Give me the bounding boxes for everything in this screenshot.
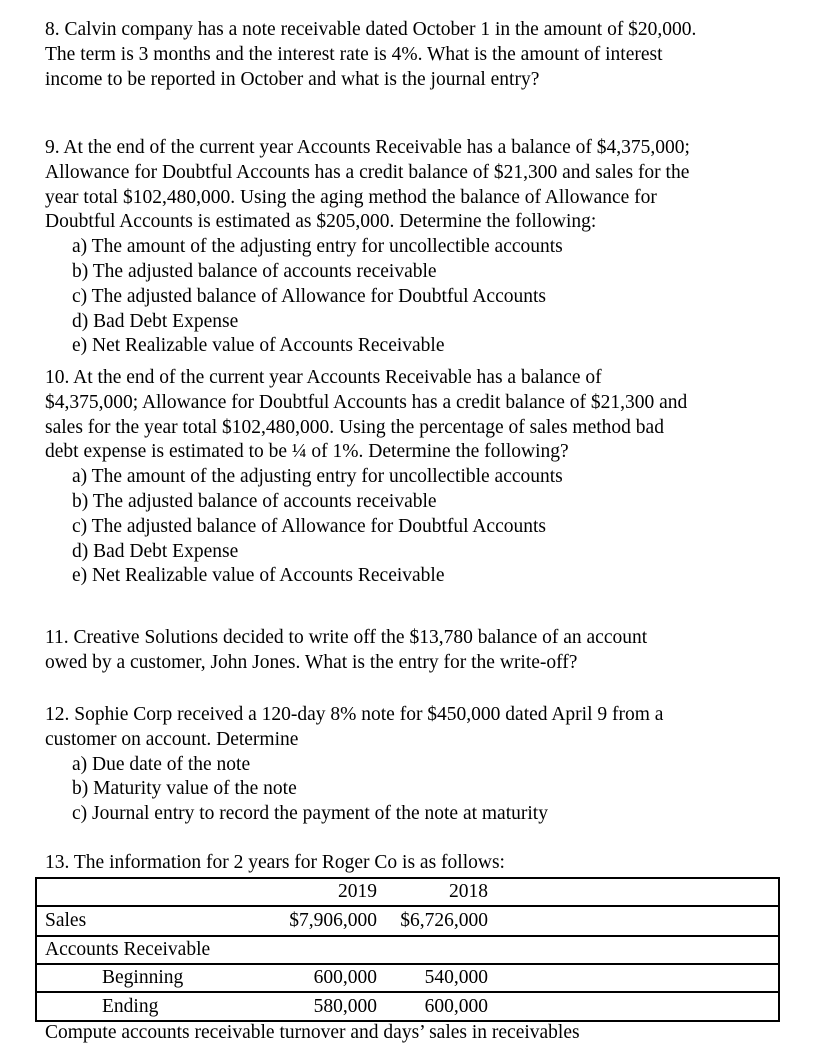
q9-line: 9. At the end of the current year Accounts Receivable has a balance of $4,375,000; xyxy=(45,137,690,158)
q12-line: customer on account. Determine xyxy=(45,728,299,750)
q13-title: 13. The information for 2 years for Roger Co is as follows: xyxy=(45,852,505,873)
empty-cell xyxy=(488,936,779,964)
q10-item: a) The amount of the adjusting entry for uncollectible accounts xyxy=(72,466,563,488)
cell-2019 xyxy=(260,936,377,964)
table-row xyxy=(36,992,779,1021)
cell-2019: $7,906,000 xyxy=(260,906,377,936)
q12-items xyxy=(72,753,815,827)
question-13-footer xyxy=(45,1021,815,1046)
q9-items xyxy=(72,235,815,359)
q9-line: year total $102,480,000. Using the aging method the balance of Allowance for xyxy=(45,186,657,208)
table-row xyxy=(36,936,779,964)
q9-item: a) The amount of the adjusting entry for uncollectible accounts xyxy=(72,236,563,258)
q10-item: e) Net Realizable value of Accounts Receivable xyxy=(72,565,445,587)
question-9 xyxy=(45,136,815,359)
empty-cell xyxy=(488,992,779,1021)
q11-line: owed by a customer, John Jones. What is the entry for the write-off? xyxy=(45,651,578,673)
q9-line: Allowance for Doubtful Accounts has a credit balance of $21,300 and sales for the xyxy=(45,161,690,183)
header-cell xyxy=(36,878,260,906)
cell-2018: 600,000 xyxy=(377,992,488,1021)
question-13-title xyxy=(45,851,815,876)
row-label: Ending xyxy=(36,992,260,1021)
question-12 xyxy=(45,703,815,827)
cell-2018: $6,726,000 xyxy=(377,906,488,936)
q10-item: c) The adjusted balance of Allowance for Doubtful Accounts xyxy=(72,515,546,537)
q11-line: 11. Creative Solutions decided to write off the $13,780 balance of an account xyxy=(45,627,648,648)
q12-item: b) Maturity value of the note xyxy=(72,778,297,800)
cell-2018: 540,000 xyxy=(377,964,488,992)
q10-line: $4,375,000; Allowance for Doubtful Accounts has a credit balance of $21,300 and xyxy=(45,391,688,413)
roger-co-table xyxy=(35,877,780,1022)
question-10 xyxy=(45,366,815,589)
table-row xyxy=(36,906,779,936)
q12-item: a) Due date of the note xyxy=(72,753,251,775)
empty-cell xyxy=(488,906,779,936)
cell-2019: 580,000 xyxy=(260,992,377,1021)
table-header-row xyxy=(36,878,779,906)
q10-line: 10. At the end of the current year Accounts Receivable has a balance of xyxy=(45,367,602,388)
q9-item: d) Bad Debt Expense xyxy=(72,310,239,332)
empty-cell xyxy=(488,964,779,992)
q8-line: The term is 3 months and the interest rate is 4%. What is the amount of interest xyxy=(45,43,663,65)
row-label: Accounts Receivable xyxy=(36,936,260,964)
q12-line: 12. Sophie Corp received a 120-day 8% note for $450,000 dated April 9 from a xyxy=(45,704,664,725)
q9-item: c) The adjusted balance of Allowance for Doubtful Accounts xyxy=(72,285,546,307)
question-11 xyxy=(45,626,815,676)
table-row xyxy=(36,964,779,992)
q8-line: 8. Calvin company has a note receivable dated October 1 in the amount of $20,000. xyxy=(45,19,697,40)
q9-item: e) Net Realizable value of Accounts Receivable xyxy=(72,335,445,357)
q10-items xyxy=(72,465,815,589)
q10-line: debt expense is estimated to be ¼ of 1%. Determine the following? xyxy=(45,441,569,463)
q12-item: c) Journal entry to record the payment of the note at maturity xyxy=(72,803,548,825)
cell-2019: 600,000 xyxy=(260,964,377,992)
row-label: Beginning xyxy=(36,964,260,992)
header-cell: 2018 xyxy=(377,878,488,906)
q8-line: income to be reported in October and what is the journal entry? xyxy=(45,68,540,90)
q10-item: d) Bad Debt Expense xyxy=(72,540,239,562)
q9-item: b) The adjusted balance of accounts receivable xyxy=(72,260,437,282)
header-cell: 2019 xyxy=(260,878,377,906)
cell-2018 xyxy=(377,936,488,964)
q9-line: Doubtful Accounts is estimated as $205,000. Determine the following: xyxy=(45,211,597,233)
row-label: Sales xyxy=(36,906,260,936)
q10-line: sales for the year total $102,480,000. Using the percentage of sales method bad xyxy=(45,416,664,438)
q10-item: b) The adjusted balance of accounts receivable xyxy=(72,490,437,512)
q13-footer: Compute accounts receivable turnover and days’ sales in receivables xyxy=(45,1022,580,1043)
question-8 xyxy=(45,18,815,92)
empty-cell xyxy=(488,878,779,906)
